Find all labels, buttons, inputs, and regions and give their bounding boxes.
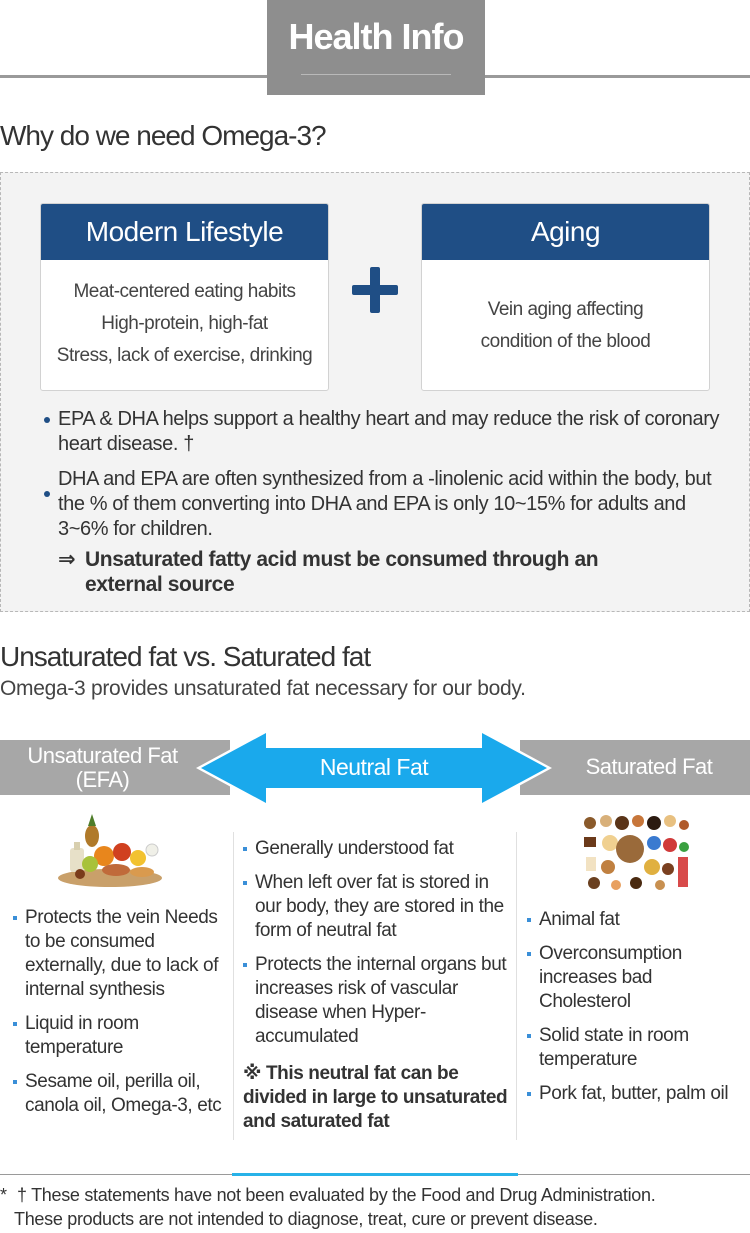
unsaturated-fat-list	[13, 906, 228, 1128]
list-item-text: Protects the internal organs but increases risk of vascular disease when Hyper-accumulated	[255, 954, 507, 1047]
list-item-text: Solid state in room temperature	[539, 1025, 689, 1070]
section-subtitle: Omega-3 provides unsaturated fat necessary for our body.	[0, 677, 526, 700]
footnote-marker: *	[0, 1185, 7, 1205]
bullet-text: DHA and EPA are often synthesized from a -linolenic acid within the body, but the % of them converting into DHA and EPA is only 10~15% for adults and 3~6% for children.	[58, 468, 712, 540]
bullet-square-icon	[13, 916, 17, 920]
disclaimer-line: † These statements have not been evaluated by the Food and Drug Administration.	[17, 1185, 656, 1205]
plus-icon	[352, 267, 398, 313]
card-body	[422, 260, 709, 358]
list-item-text: Animal fat	[539, 909, 620, 930]
title-underline	[301, 74, 451, 75]
bullet-square-icon	[243, 847, 247, 851]
bullet-square-icon	[527, 1092, 531, 1096]
list-item	[527, 1082, 737, 1106]
healthy-food-image	[52, 812, 164, 890]
saturated-fat-label: Saturated Fat	[585, 754, 713, 779]
list-item-text: Sesame oil, perilla oil, canola oil, Omega-3, etc	[25, 1071, 222, 1116]
saturated-food-image	[580, 813, 690, 891]
list-item	[527, 908, 737, 932]
neutral-fat-note: ※ This neutral fat can be divided in large to unsaturated and saturated fat	[243, 1063, 508, 1132]
implies-arrow-icon: ⇒	[58, 548, 76, 571]
list-item	[13, 1070, 228, 1118]
section-title-omega3: Why do we need Omega-3?	[0, 120, 326, 151]
list-item	[527, 942, 737, 1014]
list-item-text: Generally understood fat	[255, 838, 454, 859]
column-divider	[233, 832, 234, 1140]
bullet-square-icon	[13, 1022, 17, 1026]
label-line: (EFA)	[75, 767, 130, 792]
modern-lifestyle-card	[40, 203, 329, 391]
list-item	[527, 1024, 737, 1072]
list-item-text: When left over fat is stored in our body, they are stored in the form of neutral fat	[255, 872, 504, 941]
neutral-fat-label: Neutral Fat	[319, 754, 429, 780]
bullet-square-icon	[527, 952, 531, 956]
header-tab	[267, 0, 485, 95]
section-title-fats: Unsaturated fat vs. Saturated fat	[0, 641, 371, 672]
card-line: Meat-centered eating habits	[73, 281, 296, 302]
bullet-text: EPA & DHA helps support a healthy heart and may reduce the risk of coronary heart disease. †	[58, 408, 720, 455]
card-line: Stress, lack of exercise, drinking	[56, 345, 313, 366]
card-line: High-protein, high-fat	[101, 313, 268, 334]
page-title: Health Info	[288, 16, 464, 57]
saturated-fat-list	[527, 908, 737, 1116]
unsaturated-fat-label	[0, 744, 205, 792]
card-line: Vein aging affecting	[487, 299, 644, 320]
card-heading: Aging	[422, 204, 709, 260]
bullet-square-icon	[13, 1080, 17, 1084]
list-item-text: Pork fat, butter, palm oil	[539, 1083, 729, 1104]
list-item	[243, 953, 515, 1049]
disclaimer-line: These products are not intended to diagnose, treat, cure or prevent disease.	[14, 1209, 598, 1229]
list-item-text: Protects the vein Needs to be consumed externally, due to lack of internal synthesis	[25, 907, 219, 1000]
list-item	[243, 837, 515, 861]
list-item-text: Overconsumption increases bad Cholesterol	[539, 943, 682, 1012]
card-body	[41, 260, 328, 372]
bullet-item	[58, 407, 728, 457]
list-item-text: Liquid in room temperature	[25, 1013, 139, 1058]
bullet-square-icon	[243, 881, 247, 885]
bullet-item	[58, 467, 728, 542]
list-item	[243, 871, 515, 943]
aging-card	[421, 203, 710, 391]
bullet-square-icon	[527, 1034, 531, 1038]
label-line: Unsaturated Fat	[27, 743, 178, 768]
card-line: condition of the blood	[480, 331, 651, 352]
bullet-dot-icon	[44, 417, 50, 423]
list-item	[13, 906, 228, 1002]
list-item	[13, 1012, 228, 1060]
bullet-square-icon	[243, 963, 247, 967]
card-heading: Modern Lifestyle	[41, 204, 328, 260]
bullet-dot-icon	[44, 491, 50, 497]
neutral-fat-list	[243, 837, 515, 1059]
bullet-square-icon	[527, 918, 531, 922]
footer-accent-rule	[232, 1173, 518, 1176]
conclusion	[58, 547, 618, 597]
conclusion-text: Unsaturated fatty acid must be consumed through an external source	[85, 548, 599, 596]
